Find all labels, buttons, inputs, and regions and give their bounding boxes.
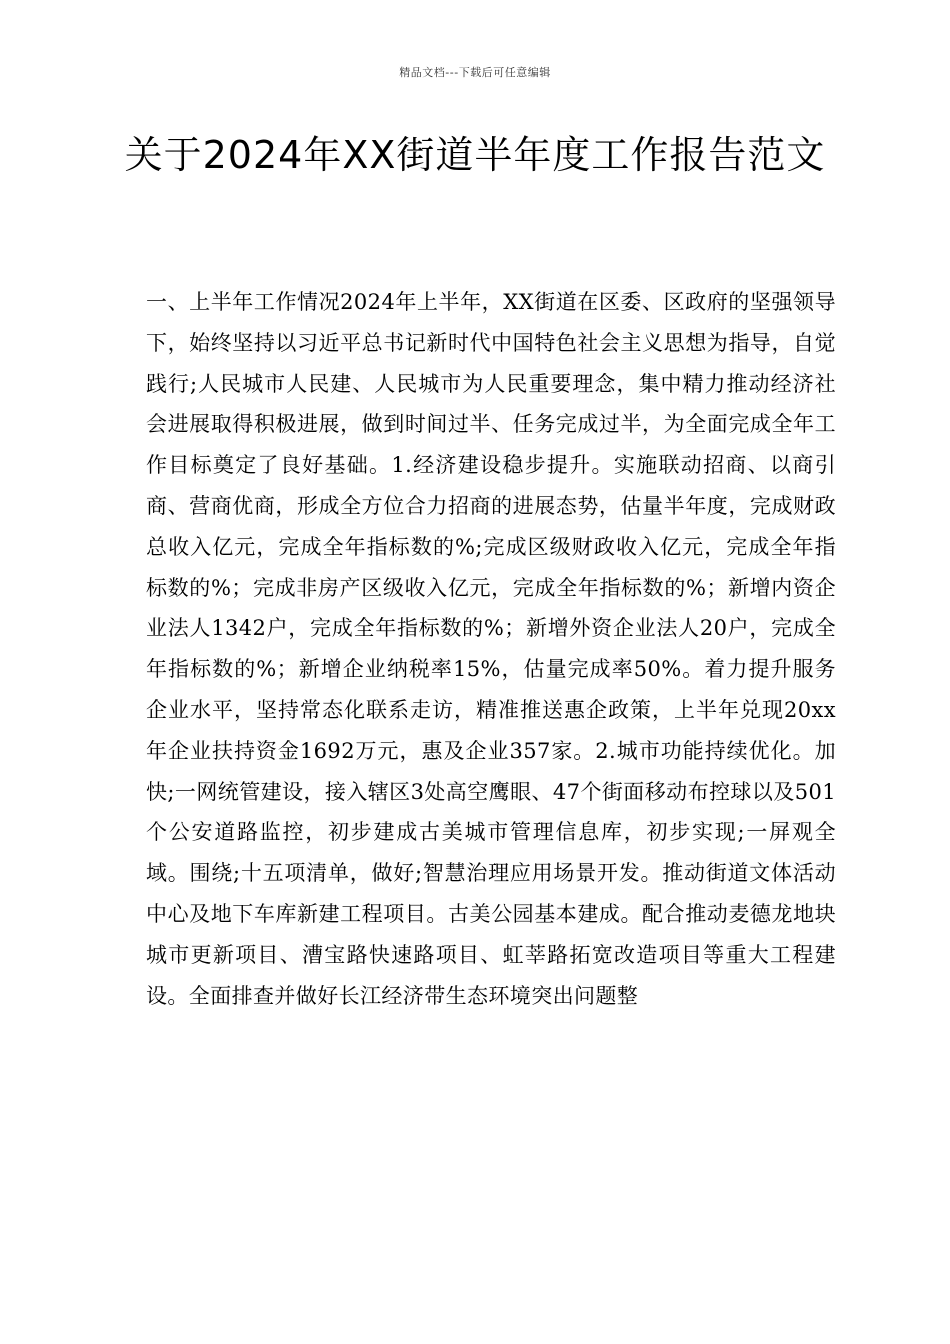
header-note: 精品文档---下载后可任意编辑 [399, 66, 551, 79]
document-title: 关于2024年XX街道半年度工作报告范文 [124, 133, 826, 177]
body-paragraph: 一、上半年工作情况2024年上半年，XX街道在区委、区政府的坚强领导下，始终坚持以习近平总书记新时代中国特色社会主义思想为指导，自觉践行;人民城市人民建、人民城市为人民重要理念，集中精力推动经济社会进展取得积极进展，做到时间过半、任务完成过半，为全面完成全年工作目标奠定了良好基础。1.经济建设稳步提升。实施联动招商、以商引商、营商优商，形成全方位合力招商的进展态势，估量半年度，完成财政总收入亿元，完成全年指标数的%;完成区级财政收入亿元，完成全年指标数的%；完成非房产区级收入亿元，完成全年指标数的%；新增内资企业法人1342户，完成全年指标数的%；新增外资企业法人20户，完成全年指标数的%；新增企业纳税率15%，估量完成率50%。着力提升服务企业水平，坚持常态化联系走访，精准推送惠企政策，上半年兑现20xx年企业扶持资金1692万元，惠及企业357家。2.城市功能持续优化。加快;一网统管建设，接入辖区3处高空鹰眼、47个街面移动布控球以及501个公安道路监控，初步建成古美城市管理信息库，初步实现;一屏观全域。围绕;十五项清单，做好;智慧治理应用场景开发。推动街道文体活动中心及地下车库新建工程项目。古美公园基本建成。配合推动麦德龙地块城市更新项目、漕宝路快速路项目、虹莘路拓宽改造项目等重大工程建设。全面排查并做好长江经济带生态环境突出问题整 [146, 290, 836, 1008]
